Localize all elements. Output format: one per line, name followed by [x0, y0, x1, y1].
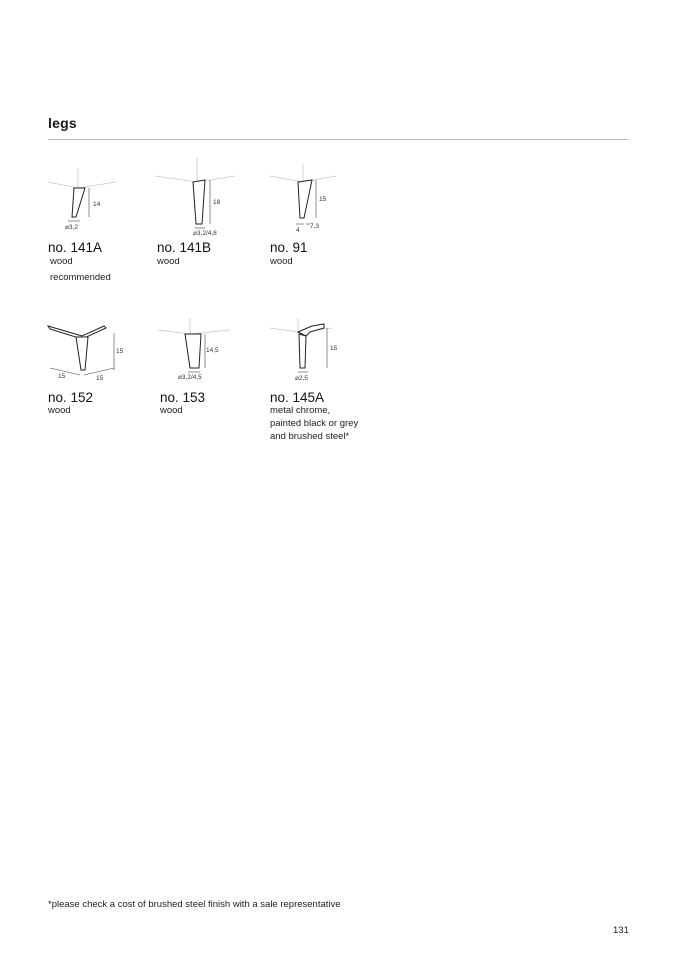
leg-152-depth: 15 — [58, 373, 66, 380]
leg-145a-icon — [268, 318, 358, 390]
leg-153-name: no. 153 — [160, 390, 206, 405]
leg-153-drawing — [158, 318, 238, 390]
section-divider — [48, 139, 628, 140]
leg-152-material: wood — [48, 405, 71, 416]
leg-145a-material-line-3: and brushed steel* — [270, 431, 350, 442]
leg-152-drawing — [48, 320, 138, 390]
leg-141b-material: wood — [157, 256, 180, 267]
leg-145a-height: 15 — [330, 345, 338, 352]
leg-141a-icon — [48, 160, 128, 240]
leg-141b-name: no. 141B — [157, 240, 212, 255]
leg-153-material: wood — [160, 405, 183, 416]
page-number: 131 — [613, 925, 629, 936]
leg-141a-height: 14 — [93, 201, 101, 208]
footnote: *please check a cost of brushed steel finish with a sale representative — [48, 899, 341, 910]
leg-141a-note: recommended — [50, 272, 111, 283]
leg-145a-material-line-2: painted black or grey — [270, 418, 359, 429]
leg-91-icon — [268, 160, 358, 240]
leg-145a-diameter: ⌀2,5 — [295, 375, 308, 382]
leg-91-depth: 4 — [296, 227, 300, 234]
section-title: legs — [48, 115, 77, 131]
leg-141a-name: no. 141A — [48, 240, 103, 255]
leg-141a-material: wood — [50, 256, 73, 267]
leg-153-diameter: ⌀3,2/4,5 — [178, 374, 202, 381]
leg-145a-drawing — [268, 318, 358, 390]
leg-152-name: no. 152 — [48, 390, 94, 405]
leg-145a-material-line-1: metal chrome, — [270, 405, 331, 416]
leg-141a-drawing — [48, 160, 128, 240]
leg-91-width: 7,3 — [310, 223, 320, 230]
leg-141b-icon — [155, 158, 240, 240]
leg-141a-diameter: ⌀3,2 — [65, 224, 78, 231]
leg-152-icon — [48, 320, 138, 390]
leg-141b-height: 18 — [213, 199, 221, 206]
leg-91-height: 15 — [319, 196, 327, 203]
leg-91-name: no. 91 — [270, 240, 308, 255]
leg-141b-diameter: ⌀3,2/4,8 — [193, 230, 217, 237]
leg-91-material: wood — [270, 256, 293, 267]
leg-152-height: 15 — [116, 348, 124, 355]
leg-91-drawing — [268, 160, 358, 240]
leg-153-height: 14,5 — [206, 347, 219, 354]
leg-141b-drawing — [155, 158, 240, 240]
leg-152-width: 15 — [96, 375, 104, 382]
leg-145a-name: no. 145A — [270, 390, 325, 405]
leg-153-icon — [158, 318, 238, 390]
